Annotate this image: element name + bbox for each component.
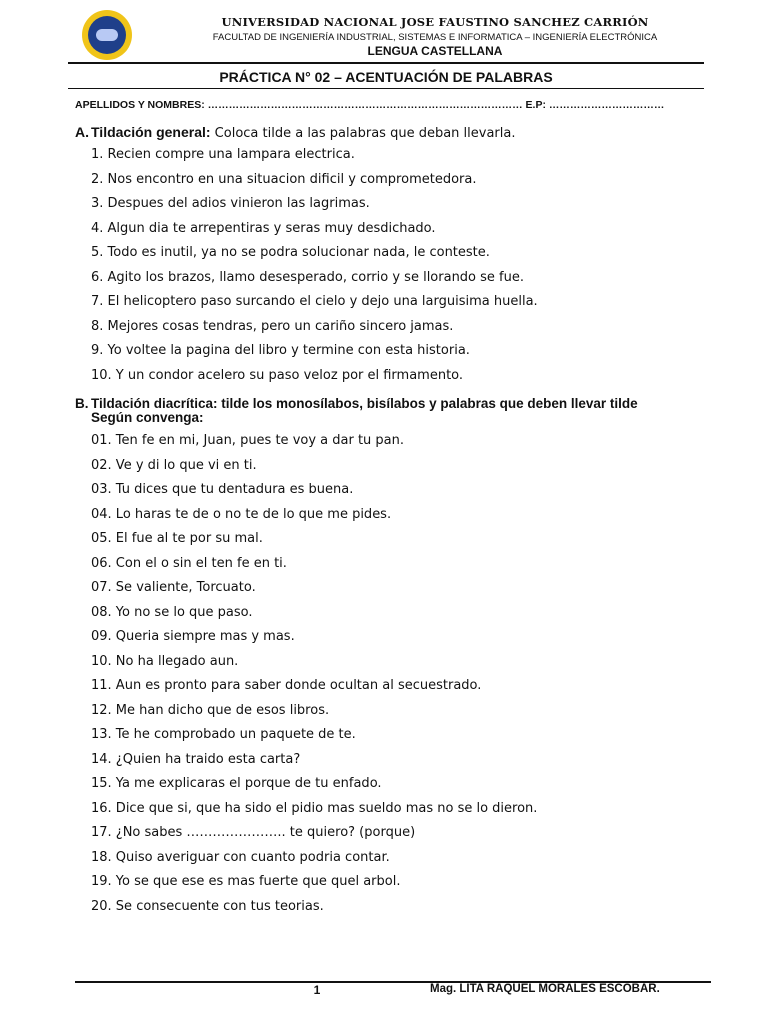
list-item: 05. El fue al te por su mal.	[91, 531, 263, 546]
list-item: 18. Quiso averiguar con cuanto podria contar.	[91, 849, 390, 865]
list-item: 12. Me han dicho que de esos libros.	[91, 702, 330, 718]
list-item: 10. Y un condor acelero su paso veloz por el firmamento.	[91, 367, 464, 383]
section-b-list	[91, 429, 537, 919]
list-item: 19. Yo se que ese es mas fuerte que quel arbol.	[91, 874, 401, 889]
section-a-heading	[75, 124, 715, 141]
list-item: 14. ¿Quien ha traido esta carta?	[91, 751, 301, 767]
course-name: LENGUA CASTELLANA	[367, 44, 503, 58]
university-name: UNIVERSIDAD NACIONAL JOSE FAUSTINO SANCHEZ CARRIÓN	[221, 15, 649, 29]
page-number: 1	[313, 983, 321, 997]
title-underline	[68, 88, 704, 89]
section-a-instruction: Coloca tilde a las palabras que deban llevarla.	[210, 126, 516, 141]
list-item: 02. Ve y di lo que vi en ti.	[91, 457, 257, 473]
section-b-letter: B.	[75, 396, 89, 411]
university-seal-icon	[82, 10, 132, 60]
section-a-list	[91, 143, 538, 388]
list-item: 03. Tu dices que tu dentadura es buena.	[91, 482, 354, 497]
list-item: 09. Queria siempre mas y mas.	[91, 629, 295, 644]
names-line: APELLIDOS Y NOMBRES: ……………………………………………………………………………… E.P: ……………………………	[75, 99, 665, 111]
section-a-title: Tildación general:	[91, 124, 211, 140]
list-item: 10. No ha llegado aun.	[91, 653, 239, 669]
list-item: 04. Lo haras te de o no te de lo que me pides.	[91, 506, 392, 522]
list-item: 1. Recien compre una lampara electrica.	[91, 147, 355, 162]
list-item: 5. Todo es inutil, ya no se podra solucionar nada, le conteste.	[91, 245, 490, 260]
section-b-title: Tildación diacrítica: tilde los monosílabos, bisílabos y palabras que deben llevar tilde	[91, 396, 638, 411]
list-item: 13. Te he comprobado un paquete de te.	[91, 727, 356, 742]
list-item: 2. Nos encontro en una situacion dificil y comprometedora.	[91, 171, 477, 187]
list-item: 08. Yo no se lo que paso.	[91, 604, 253, 620]
seal-core	[96, 29, 118, 41]
list-item: 17. ¿No sabes ………………….. te quiero? (porque)	[91, 825, 416, 840]
faculty-name: FACULTAD DE INGENIERÍA INDUSTRIAL, SISTEMAS E INFORMATICA – INGENIERÍA ELECTRÓNICA	[212, 32, 658, 43]
list-item: 3. Despues del adios vinieron las lagrimas.	[91, 196, 370, 211]
list-item: 20. Se consecuente con tus teorias.	[91, 898, 324, 914]
list-item: 6. Agito los brazos, llamo desesperado, corrio y se llorando se fue.	[91, 269, 524, 285]
list-item: 9. Yo voltee la pagina del libro y termine con esta historia.	[91, 343, 470, 358]
list-item: 15. Ya me explicaras el porque de tu enfado.	[91, 776, 382, 791]
list-item: 8. Mejores cosas tendras, pero un cariño sincero jamas.	[91, 318, 454, 334]
list-item: 11. Aun es pronto para saber donde ocultan al secuestrado.	[91, 678, 482, 693]
page-title: PRÁCTICA N° 02 – ACENTUACIÓN DE PALABRAS	[219, 69, 553, 85]
list-item: 16. Dice que si, que ha sido el pidio mas sueldo mas no se lo dieron.	[91, 800, 538, 816]
list-item: 07. Se valiente, Torcuato.	[91, 580, 256, 595]
author-name: Mag. LITA RAQUEL MORALES ESCOBAR.	[430, 983, 660, 995]
list-item: 4. Algun dia te arrepentiras y seras muy desdichado.	[91, 220, 436, 236]
list-item: 7. El helicoptero paso surcando el cielo y dejo una larguisima huella.	[91, 294, 538, 309]
list-item: 01. Ten fe en mi, Juan, pues te voy a dar tu pan.	[91, 433, 405, 448]
header-divider	[68, 62, 704, 64]
section-a-letter: A.	[75, 124, 89, 140]
seal-inner	[88, 16, 126, 54]
list-item: 06. Con el o sin el ten fe en ti.	[91, 555, 287, 571]
section-b-title-cont: Según convenga:	[91, 410, 204, 425]
section-b-heading	[75, 397, 715, 425]
